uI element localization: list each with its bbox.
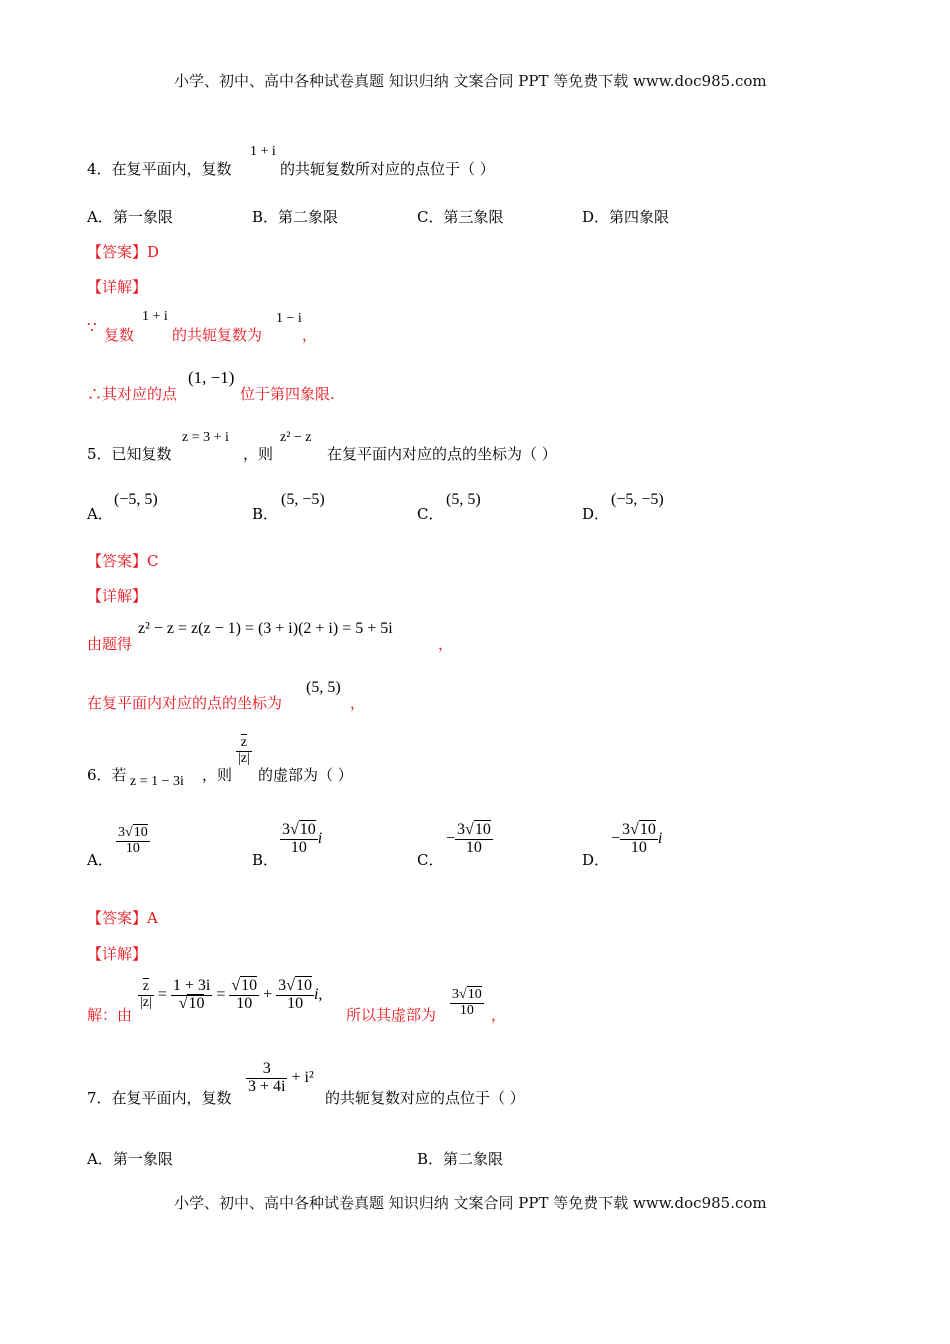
- q5-solution-line2: 在复平面内对应的点的坐标为: [87, 694, 283, 712]
- q5-option-c-letter[interactable]: C．: [417, 505, 444, 523]
- question-number: 7．: [87, 1089, 112, 1107]
- q7-option-a[interactable]: A．第一象限: [87, 1150, 173, 1168]
- q4-solution-expr: 1 + i: [142, 309, 168, 324]
- q5-answer: 【答案】C: [87, 552, 159, 570]
- question-text: ，则: [243, 445, 274, 463]
- question-6: [87, 764, 127, 785]
- q5-option-c-value[interactable]: (5, 5): [446, 491, 481, 508]
- q7-option-b[interactable]: B．第二象限: [417, 1150, 504, 1168]
- q6-option-c-value[interactable]: − $\frac{3√10}{10}$: [446, 821, 491, 856]
- question-7: [87, 1087, 232, 1108]
- q6-solution-text: 所以其虚部为: [346, 1006, 437, 1024]
- q4-solution-line2: 位于第四象限.: [240, 385, 335, 403]
- q5-expr-f: z² − z: [280, 430, 312, 445]
- q4-expression: 1 + i: [250, 144, 276, 159]
- q4-solution-text: ，: [302, 326, 318, 344]
- question-number: 5．: [87, 445, 112, 463]
- q6-option-b-letter[interactable]: B．: [252, 851, 279, 869]
- q6-option-d-letter[interactable]: D．: [582, 851, 610, 869]
- q6-detail-label: 【详解】: [87, 945, 148, 963]
- question-4: [87, 158, 232, 179]
- q6-option-d-value[interactable]: − $\frac{3√10}{10}$ i: [611, 821, 663, 856]
- q5-solution-expr: z² − z = z(z − 1) = (3 + i)(2 + i) = 5 + 5i: [138, 620, 393, 637]
- q4-option-c[interactable]: C．第三象限: [417, 208, 504, 226]
- q6-solution-text: 解：由: [87, 1006, 133, 1024]
- because-symbol: ∵: [87, 318, 97, 336]
- q6-solution-expr: $\frac{\overline{z}}{|z|}$ = $\frac{1 + 3i}{√10}$ = $\frac{√10}{10}$ + $\frac{3√10}{10}$ i,: [140, 977, 323, 1012]
- q5-solution-text: ，: [438, 635, 454, 653]
- q5-option-d-letter[interactable]: D．: [582, 505, 610, 523]
- q5-point: (5, 5): [306, 679, 341, 696]
- q5-option-a-value[interactable]: (−5, 5): [114, 491, 158, 508]
- q6-fraction: $\frac{\overline{z}}{|z|}$: [238, 735, 250, 766]
- q4-answer: 【答案】D: [87, 243, 160, 261]
- q4-option-d[interactable]: D．第四象限: [582, 208, 670, 226]
- question-text-tail: 的共轭复数所对应的点位于（ ）: [280, 160, 495, 178]
- question-text: 的共轭复数对应的点位于（ ）: [325, 1089, 525, 1107]
- q5-detail-label: 【详解】: [87, 587, 148, 605]
- q4-solution-text: 复数: [104, 326, 135, 344]
- question-text: 在复平面内对应的点的坐标为（ ）: [327, 445, 557, 463]
- q4-point: (1, −1): [188, 368, 235, 387]
- q5-option-b-letter[interactable]: B．: [252, 505, 279, 523]
- question-text: 已知复数: [111, 445, 172, 463]
- q4-solution-expr: 1 − i: [276, 311, 302, 326]
- page-footer: 小学、初中、高中各种试卷真题 知识归纳 文案合同 PPT 等免费下载 www.doc985.com: [174, 1194, 767, 1212]
- q5-option-a-letter[interactable]: A．: [87, 505, 113, 523]
- q6-option-c-letter[interactable]: C．: [417, 851, 444, 869]
- question-text: 若: [111, 766, 127, 784]
- question-number: 4．: [87, 160, 112, 178]
- q6-expr-z: z = 1 − 3i: [130, 774, 184, 789]
- question-text: 在复平面内，复数: [111, 1089, 232, 1107]
- question-number: 6．: [87, 766, 112, 784]
- question-text: ，则: [202, 766, 233, 784]
- q5-option-d-value[interactable]: (−5, −5): [611, 491, 664, 508]
- q6-option-a-letter[interactable]: A．: [87, 851, 113, 869]
- q7-expression: $\frac{3}{3 + 4i}$ + i²: [248, 1060, 314, 1095]
- q6-solution-text: ，: [491, 1006, 507, 1024]
- q5-solution-line2: ，: [350, 694, 366, 712]
- page-header: 小学、初中、高中各种试卷真题 知识归纳 文案合同 PPT 等免费下载 www.doc985.com: [174, 72, 767, 90]
- q6-option-a-value[interactable]: $\frac{3√10}{10}$: [118, 825, 148, 856]
- question-text: 在复平面内，复数: [111, 160, 232, 178]
- q4-option-a[interactable]: A．第一象限: [87, 208, 173, 226]
- q4-solution-text: 的共轭复数为: [172, 326, 263, 344]
- q4-detail-label: 【详解】: [87, 278, 148, 296]
- q6-solution-result: $\frac{3√10}{10}$: [452, 987, 482, 1018]
- q5-option-b-value[interactable]: (5, −5): [281, 491, 325, 508]
- question-5: [87, 443, 172, 464]
- q4-option-b[interactable]: B．第二象限: [252, 208, 339, 226]
- q5-solution-text: 由题得: [87, 635, 133, 653]
- question-text: 的虚部为（ ）: [258, 766, 353, 784]
- q6-option-b-value[interactable]: $\frac{3√10}{10}$ i: [282, 821, 323, 856]
- q4-solution-line2: ∴其对应的点: [87, 385, 178, 403]
- q6-answer: 【答案】A: [87, 909, 158, 927]
- q5-expr-z: z = 3 + i: [182, 430, 229, 445]
